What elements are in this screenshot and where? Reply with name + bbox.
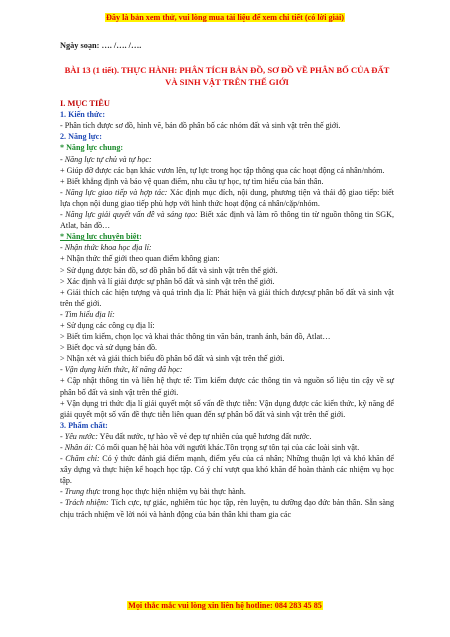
subheading-self-study: - Năng lực tự chủ và tự học: <box>60 154 152 164</box>
inline-text: trong học thực hiện nhiệm vụ bài thực hành. <box>100 487 246 497</box>
document-body <box>60 40 394 520</box>
paragraph <box>60 431 394 442</box>
specific-heading-text: * Năng lực chuyên biệt <box>60 232 140 242</box>
specific-heading-colon: : <box>139 232 142 242</box>
paragraph: > Nhận xét và giải thích biểu đồ phân bố đất và sinh vật trên thế giới. <box>60 354 285 364</box>
paragraph <box>60 497 394 519</box>
inline-subheading: - Chăm chỉ: <box>60 454 100 464</box>
hotline-text: Mọi thắc mắc vui lòng xin liên hệ hotline: 084 283 45 85 <box>128 601 322 610</box>
lesson-title: BÀI 13 (1 tiết). THỰC HÀNH: PHÂN TÍCH BẢN ĐỒ, SƠ ĐỒ VỀ PHÂN BỐ CỦA ĐẤT VÀ SINH VẬT TRÊN THẾ GIỚI <box>64 65 390 87</box>
inline-text: Xác định mục đích, nội dung, phương tiện và thái độ giao tiếp: biết lựa chọn nội dung giao tiếp phù hợp với hình thức hoạt động cá nhân/cặp/nhóm. <box>60 187 394 208</box>
paragraph: + Sử dụng các công cụ địa lí: <box>60 320 155 330</box>
paragraph: + Cập nhật thông tin và liên hệ thực tế: Tìm kiếm được các thông tin và nguồn số liệu tin cậy về sự phân bố đất và sinh vật trên thế giới. <box>60 376 394 397</box>
heading-knowledge: 1. Kiến thức: <box>60 110 106 120</box>
inline-subheading: - Nhân ái: <box>60 443 94 452</box>
paragraph: > Biết tìm kiếm, chọn lọc và khai thác thông tin văn bản, tranh ảnh, bản đồ, Atlat… <box>60 332 331 342</box>
inline-subheading: - Năng lực giao tiếp và hợp tác: <box>60 187 168 197</box>
paragraph: > Xác định và lí giải được sự phân bố đất và sinh vật trên thế giới. <box>60 276 275 286</box>
heading-qualities: 3. Phẩm chất: <box>60 420 108 430</box>
paragraph: > Sử dụng được bản đồ, sơ đồ phân bố đất và sinh vật trên thế giới. <box>60 265 278 275</box>
inline-subheading: - Yêu nước: <box>60 431 98 441</box>
heading-specific-competence <box>60 231 394 242</box>
section-heading-objectives: I. MỤC TIÊU <box>60 99 110 109</box>
subheading-scientific-cognition: - Nhận thức khoa học địa lí: <box>60 243 152 253</box>
paragraph: > Biết đọc và sử dụng bản đồ. <box>60 343 158 353</box>
inline-subheading: - Năng lực giải quyết vấn đề và sáng tạo: <box>60 210 198 220</box>
inline-subheading: - Trung thực <box>60 487 101 497</box>
subheading-apply-knowledge: - Vận dụng kiến thức, kĩ năng đã học: <box>60 365 183 375</box>
subheading-explore-geography: - Tìm hiểu địa lí: <box>60 309 115 319</box>
preview-notice-banner <box>0 13 450 22</box>
preview-notice-text: Đây là bản xem thử, vui lòng mua tài liệu để xem chi tiết (có lời giải) <box>105 13 344 22</box>
paragraph: + Biết khẳng định và bảo vệ quan điểm, nhu cầu tự học, tự tìm hiểu của bản thân. <box>60 176 324 186</box>
inline-text: Tích cực, tự giác, nghiêm túc học tập, rèn luyện, tu dưỡng đạo đức bản thân. Sẵn sàng chịu trách nhiệm về lời nói và hành động của bản thân khi tham gia các <box>60 498 395 519</box>
inline-text: Có mối quan hệ hài hòa với người khác.Tôn trọng sự tôn tại của các loài sinh vật. <box>93 443 360 452</box>
paragraph <box>60 209 394 231</box>
inline-text: Biết xác định và làm rõ thông tin từ nguồn thông tin SGK, Atlat, bản đồ… <box>60 210 394 231</box>
paragraph <box>60 442 394 453</box>
heading-competence: 2. Năng lực: <box>60 132 102 142</box>
paragraph <box>60 187 394 209</box>
paragraph <box>60 453 394 486</box>
paragraph: - Phân tích được sơ đồ, hình vẽ, bản đồ phân bố các nhóm đất và sinh vật trên thế giới. <box>60 121 341 131</box>
inline-subheading: - Trách nhiệm: <box>60 498 109 508</box>
hotline-footer <box>0 601 450 610</box>
date-line: Ngày soạn: …. /…. /…. <box>60 41 142 50</box>
inline-text: Yêu đất nước, tự hào về vẻ đẹp tự nhiên của quê hương đất nước. <box>97 431 312 441</box>
paragraph <box>60 486 394 497</box>
paragraph: + Vận dụng tri thức địa lí giải quyết một số vấn đề thực tiễn: Vận dụng được các kiến thức, kỹ năng để giải quyết một số vấn đề thực tiễn liên quan đến sự phân bố đất và sinh vật trên thế giới. <box>60 398 394 419</box>
paragraph: + Giúp đỡ được các bạn khác vươn lên, tự lực trong học tập thông qua các hoạt động cá nhân/nhóm. <box>60 165 385 175</box>
paragraph: + Nhận thức thế giới theo quan điểm không gian: <box>60 254 220 264</box>
inline-text: Có ý thức đánh giá điểm mạnh, điểm yếu của cá nhân; Những thuận lợi và khó khăn để xây dựng và thực hiện kế hoạch học tập. Có ý chí vượt qua khó khăn để hoàn thành các nhiệm vụ học tập. <box>60 454 394 486</box>
paragraph: + Giải thích các hiện tượng và quá trình địa lí: Phát hiện và giải thích đượcsự phân bố đất và sinh vật trên thế giới. <box>60 287 394 308</box>
heading-general-competence: * Năng lực chung: <box>60 143 124 153</box>
